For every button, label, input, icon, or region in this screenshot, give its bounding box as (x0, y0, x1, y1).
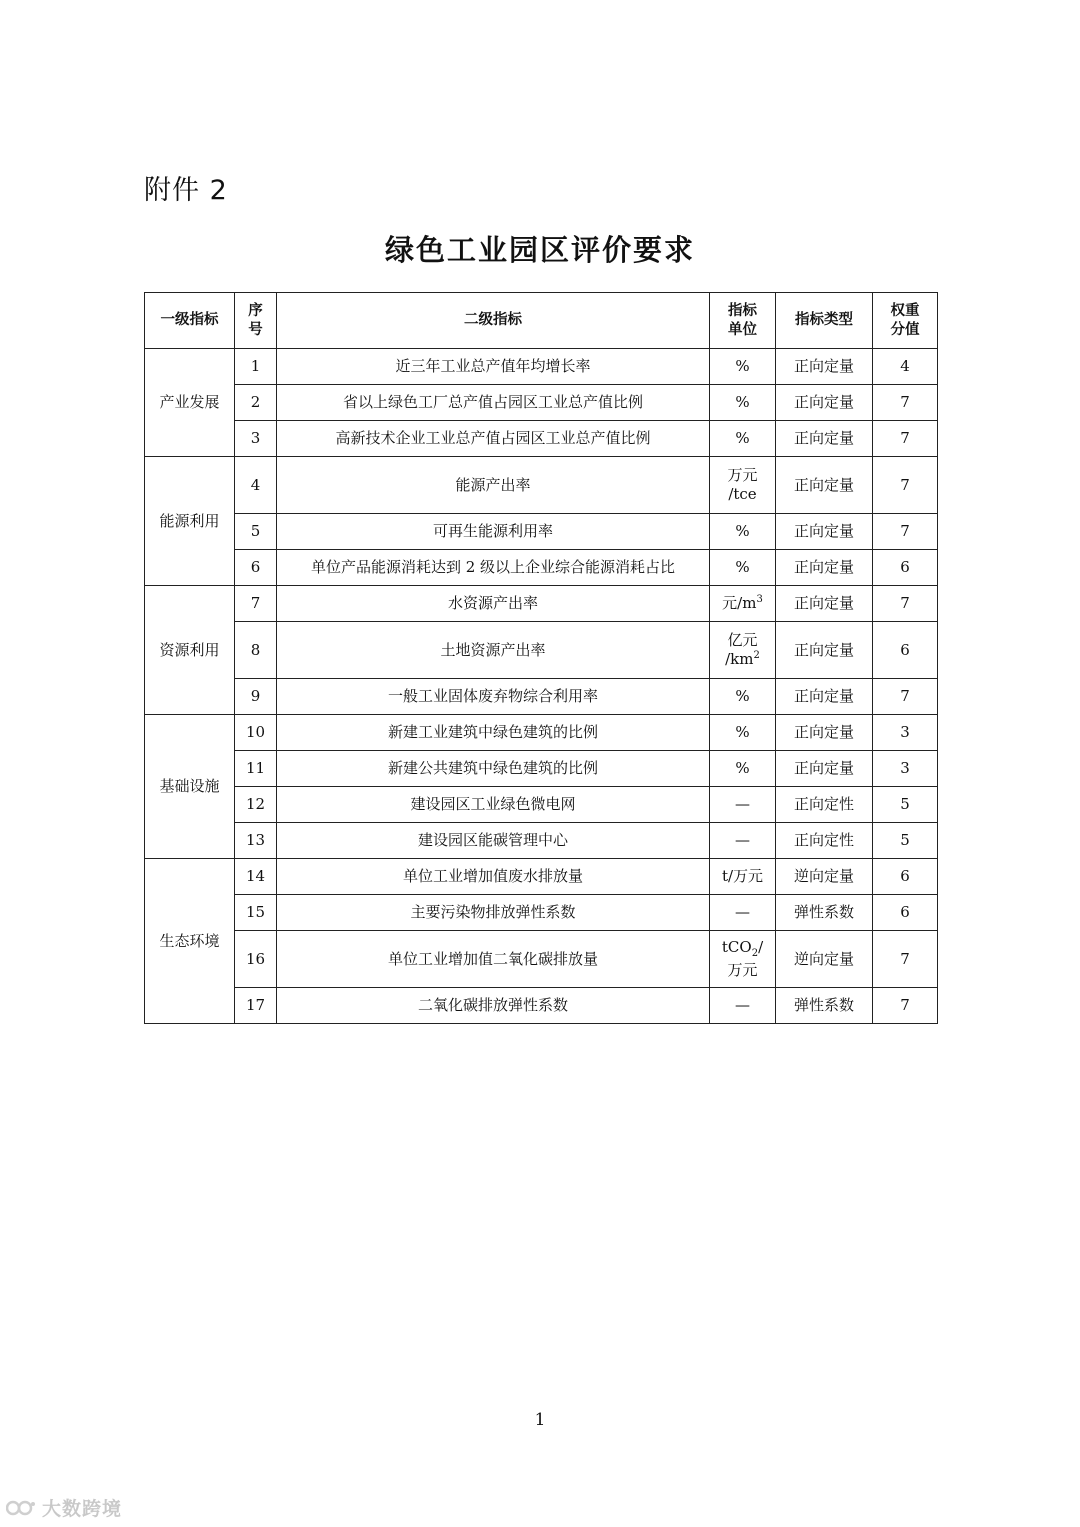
unit-cell: % (710, 514, 776, 550)
unit-cell: % (710, 679, 776, 715)
seq-cell: 14 (235, 859, 277, 895)
page-number: 1 (534, 1410, 546, 1430)
category-cell: 能源利用 (145, 457, 235, 586)
seq-cell: 17 (235, 988, 277, 1024)
seq-cell: 12 (235, 787, 277, 823)
type-cell: 正向定量 (776, 514, 873, 550)
unit-cell: 亿元 $/km^2$ (710, 622, 776, 679)
seq-cell: 8 (235, 622, 277, 679)
seq-cell: 6 (235, 550, 277, 586)
type-cell: 正向定量 (776, 349, 873, 385)
watermark-text: 大数跨境 (42, 1498, 123, 1520)
seq-cell: 13 (235, 823, 277, 859)
type-cell: 弹性系数 (776, 988, 873, 1024)
weight-cell: 7 (873, 586, 938, 622)
type-cell: 正向定性 (776, 823, 873, 859)
watermark-logo-icon (6, 1498, 36, 1518)
watermark (6, 1494, 122, 1521)
weight-cell: 5 (873, 787, 938, 823)
category-cell: 产业发展 (145, 349, 235, 457)
weight-cell: 5 (873, 823, 938, 859)
seq-cell: 4 (235, 457, 277, 514)
weight-cell: 7 (873, 931, 938, 988)
unit-cell: t/万元 (710, 859, 776, 895)
weight-cell: 6 (873, 622, 938, 679)
indicator-cell: 近三年工业总产值年均增长率 (277, 349, 710, 385)
table-row (145, 349, 938, 385)
seq-cell: 11 (235, 751, 277, 787)
weight-cell: 4 (873, 349, 938, 385)
table-row (145, 823, 938, 859)
seq-cell: 1 (235, 349, 277, 385)
evaluation-table (144, 292, 938, 1024)
category-cell: 生态环境 (145, 859, 235, 1024)
weight-cell: 6 (873, 859, 938, 895)
header-weight: 权重 分值 (873, 293, 938, 349)
indicator-cell: 建设园区工业绿色微电网 (277, 787, 710, 823)
type-cell: 正向定量 (776, 622, 873, 679)
unit-cell: % (710, 715, 776, 751)
seq-cell: 10 (235, 715, 277, 751)
type-cell: 逆向定量 (776, 931, 873, 988)
weight-cell: 7 (873, 679, 938, 715)
weight-cell: 7 (873, 988, 938, 1024)
weight-cell: 7 (873, 421, 938, 457)
header-type: 指标类型 (776, 293, 873, 349)
type-cell: 正向定量 (776, 385, 873, 421)
table-row (145, 787, 938, 823)
table-row (145, 859, 938, 895)
unit-cell: 元$/m^3$ (710, 586, 776, 622)
seq-cell: 16 (235, 931, 277, 988)
indicator-cell: 高新技术企业工业总产值占园区工业总产值比例 (277, 421, 710, 457)
type-cell: 弹性系数 (776, 895, 873, 931)
unit-cell: — (710, 895, 776, 931)
category-cell: 基础设施 (145, 715, 235, 859)
indicator-cell: 能源产出率 (277, 457, 710, 514)
unit-cell: % (710, 550, 776, 586)
indicator-cell: 新建公共建筑中绿色建筑的比例 (277, 751, 710, 787)
unit-cell: — (710, 823, 776, 859)
type-cell: 正向定量 (776, 751, 873, 787)
table-row (145, 385, 938, 421)
table-row (145, 421, 938, 457)
header-seq: 序 号 (235, 293, 277, 349)
unit-cell: % (710, 751, 776, 787)
table-row (145, 550, 938, 586)
table-row (145, 715, 938, 751)
table-row (145, 751, 938, 787)
table-row (145, 931, 938, 988)
table-row (145, 622, 938, 679)
indicator-cell: 省以上绿色工厂总产值占园区工业总产值比例 (277, 385, 710, 421)
unit-cell: tCO$_2$/ 万元 (710, 931, 776, 988)
table-row (145, 586, 938, 622)
header-unit: 指标 单位 (710, 293, 776, 349)
type-cell: 正向定量 (776, 679, 873, 715)
seq-cell: 9 (235, 679, 277, 715)
header-level2: 二级指标 (277, 293, 710, 349)
indicator-cell: 可再生能源利用率 (277, 514, 710, 550)
seq-cell: 2 (235, 385, 277, 421)
seq-cell: 5 (235, 514, 277, 550)
table-row (145, 514, 938, 550)
indicator-cell: 单位产品能源消耗达到 2 级以上企业综合能源消耗占比 (277, 550, 710, 586)
indicator-cell: 建设园区能碳管理中心 (277, 823, 710, 859)
unit-cell: 万元 /tce (710, 457, 776, 514)
indicator-cell: 单位工业增加值废水排放量 (277, 859, 710, 895)
indicator-cell: 新建工业建筑中绿色建筑的比例 (277, 715, 710, 751)
indicator-cell: 主要污染物排放弹性系数 (277, 895, 710, 931)
type-cell: 正向定量 (776, 715, 873, 751)
weight-cell: 7 (873, 457, 938, 514)
indicator-cell: 水资源产出率 (277, 586, 710, 622)
unit-cell: — (710, 988, 776, 1024)
document-title: 绿色工业园区评价要求 (384, 233, 695, 267)
table-row (145, 679, 938, 715)
weight-cell: 3 (873, 751, 938, 787)
type-cell: 正向定性 (776, 787, 873, 823)
indicator-cell: 土地资源产出率 (277, 622, 710, 679)
table-row (145, 895, 938, 931)
indicator-cell: 单位工业增加值二氧化碳排放量 (277, 931, 710, 988)
weight-cell: 3 (873, 715, 938, 751)
weight-cell: 6 (873, 550, 938, 586)
indicator-cell: 一般工业固体废弃物综合利用率 (277, 679, 710, 715)
type-cell: 正向定量 (776, 457, 873, 514)
weight-cell: 7 (873, 385, 938, 421)
unit-cell: % (710, 385, 776, 421)
unit-cell: — (710, 787, 776, 823)
seq-cell: 3 (235, 421, 277, 457)
header-level1: 一级指标 (145, 293, 235, 349)
unit-cell: % (710, 349, 776, 385)
type-cell: 逆向定量 (776, 859, 873, 895)
seq-cell: 15 (235, 895, 277, 931)
table-header-row (145, 293, 938, 349)
type-cell: 正向定量 (776, 586, 873, 622)
table-row (145, 457, 938, 514)
attachment-label: 附件 2 (144, 175, 228, 206)
indicator-cell: 二氧化碳排放弹性系数 (277, 988, 710, 1024)
type-cell: 正向定量 (776, 421, 873, 457)
weight-cell: 6 (873, 895, 938, 931)
unit-cell: % (710, 421, 776, 457)
seq-cell: 7 (235, 586, 277, 622)
table-row (145, 988, 938, 1024)
category-cell: 资源利用 (145, 586, 235, 715)
weight-cell: 7 (873, 514, 938, 550)
type-cell: 正向定量 (776, 550, 873, 586)
